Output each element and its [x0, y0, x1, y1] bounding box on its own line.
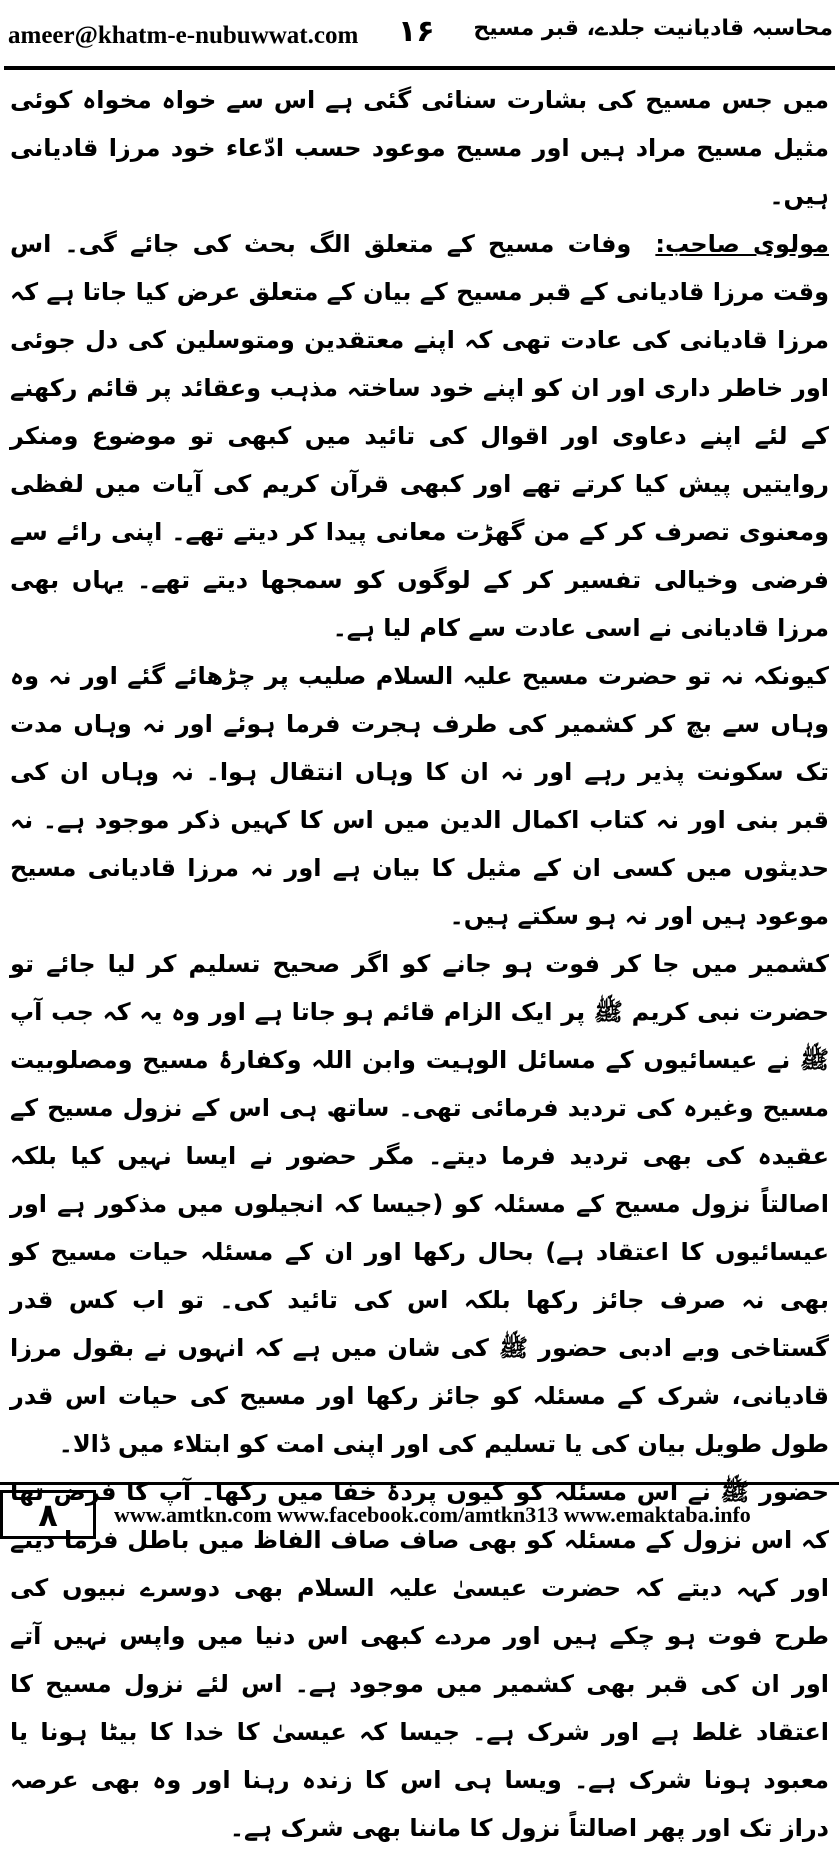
paragraph-2 [10, 220, 829, 652]
speaker-label: مولوی صاحب: [655, 230, 830, 258]
header-divider [4, 66, 835, 70]
header-book-title: محاسبہ قادیانیت جلدے، قبر مسیح [473, 16, 833, 41]
paragraph-4: کشمیر میں جا کر فوت ہو جانے کو اگر صحیح تسلیم کر لیا جائے تو حضرت نبی کریم ﷺ پر ایک الزام قائم ہو جاتا ہے اور وہ یہ کہ جب آپ ﷺ نے عیسائیوں کے مسائل الوہیت وابن اللہ وکفارۂ مسیح ومصلوبیت مسیح وغیرہ کی تردید فرمائی تھی۔ ساتھ ہی اس کے نزول مسیح کے عقیدہ کی بھی تردید فرما دیتے۔ مگر حضور نے ایسا نہیں کیا بلکہ اصالتاً نزول مسیح کے مسئلہ کو (جیسا کہ انجیلوں میں مذکور ہے اور عیسائیوں کا اعتقاد ہے) بحال رکھا اور ان کے مسئلہ حیات مسیح کو بھی نہ صرف جائز رکھا بلکہ اس کی تائید کی۔ تو اب کس قدر گستاخی وبے ادبی حضور ﷺ کی شان میں ہے کہ انہوں نے بقول مرزا قادیانی، شرک کے مسئلہ کو جائز رکھا اور مسیح کی حیات اس قدر طول طویل بیان کی یا تسلیم کی اور اپنی امت کو ابتلاء میں ڈالا۔ [10, 950, 829, 1458]
footer-divider [0, 1482, 839, 1485]
footer-page-number: ۸ [0, 1490, 96, 1539]
page-footer [0, 1482, 839, 1539]
header-page-number: ۱۶ [398, 14, 435, 49]
paragraph-2-text: وفات مسیح کے متعلق الگ بحث کی جائے گی۔ اس وقت مرزا قادیانی کے قبر مسیح کے بیان کے متعلق عرض کیا جاتا ہے کہ مرزا قادیانی کی عادت تھی کہ اپنے معتقدین ومتوسلین کی دل جوئی اور خاطر داری اور ان کو اپنے خود ساختہ مذہب وعقائد پر قائم رکھنے کے لئے اپنے دعاوی اور اقوال کی تائید میں کبھی تو موضوع ومنکر روایتیں پیش کیا کرتے تھے اور کبھی قرآن کریم کی آیات میں لفظی ومعنوی تصرف کر کے من گھڑت معانی پیدا کر دیتے تھے۔ اپنی رائے سے فرضی وخیالی تفسیر کر کے لوگوں کو سمجھا دیتے تھے۔ یہاں بھی مرزا قادیانی نے اسی عادت سے کام لیا ہے۔ [10, 230, 829, 642]
header-email: ameer@khatm-e-nubuwwat.com [8, 22, 359, 49]
paragraph-5: حضور ﷺ نے اس مسئلہ کو کیوں پردۂ خفا میں رکھا۔ آپ کا فرض تھا کہ اس نزول کے مسئلہ کو بھی صاف صاف الفاظ میں باطل فرما دیتے اور کہہ دیتے کہ حضرت عیسیٰ علیہ السلام بھی دوسرے نبیوں کی طرح فوت ہو چکے ہیں اور مردے کبھی اس دنیا میں واپس نہیں آتے اور ان کی قبر بھی کشمیر میں موجود ہے۔ اس لئے نزول مسیح کا اعتقاد غلط ہے اور شرک ہے۔ جیسا کہ عیسیٰ کا خدا کا بیٹا ہونا یا معبود ہونا شرک ہے۔ ویسا ہی اس کا زندہ رہنا اور وہ بھی عرصہ دراز تک اور پھر اصالتاً نزول کا ماننا بھی شرک ہے۔ [10, 1478, 829, 1842]
paragraph-3: کیونکہ نہ تو حضرت مسیح علیہ السلام صلیب پر چڑھائے گئے اور نہ وہ وہاں سے بچ کر کشمیر کی طرف ہجرت فرما ہوئے اور نہ وہاں مدت تک سکونت پذیر رہے اور نہ ان کا وہاں انتقال ہوا۔ نہ وہاں ان کی قبر بنی اور نہ کتاب اکمال الدین میں اس کا کہیں ذکر موجود ہے۔ نہ حدیثوں میں کسی ان کے مثیل کا بیان ہے اور نہ مرزا قادیانی مسیح موعود ہیں اور نہ ہو سکتے ہیں۔ [10, 662, 829, 930]
paragraph-1: میں جس مسیح کی بشارت سنائی گئی ہے اس سے خواہ مخواہ کوئی مثیل مسیح مراد ہیں اور مسیح موعود حسب ادّعاء خود مرزا قادیانی ہیں۔ [10, 86, 829, 210]
page-header [0, 0, 839, 80]
footer-urls: www.amtkn.com www.facebook.com/amtkn313 www.emaktaba.info [114, 1502, 751, 1527]
